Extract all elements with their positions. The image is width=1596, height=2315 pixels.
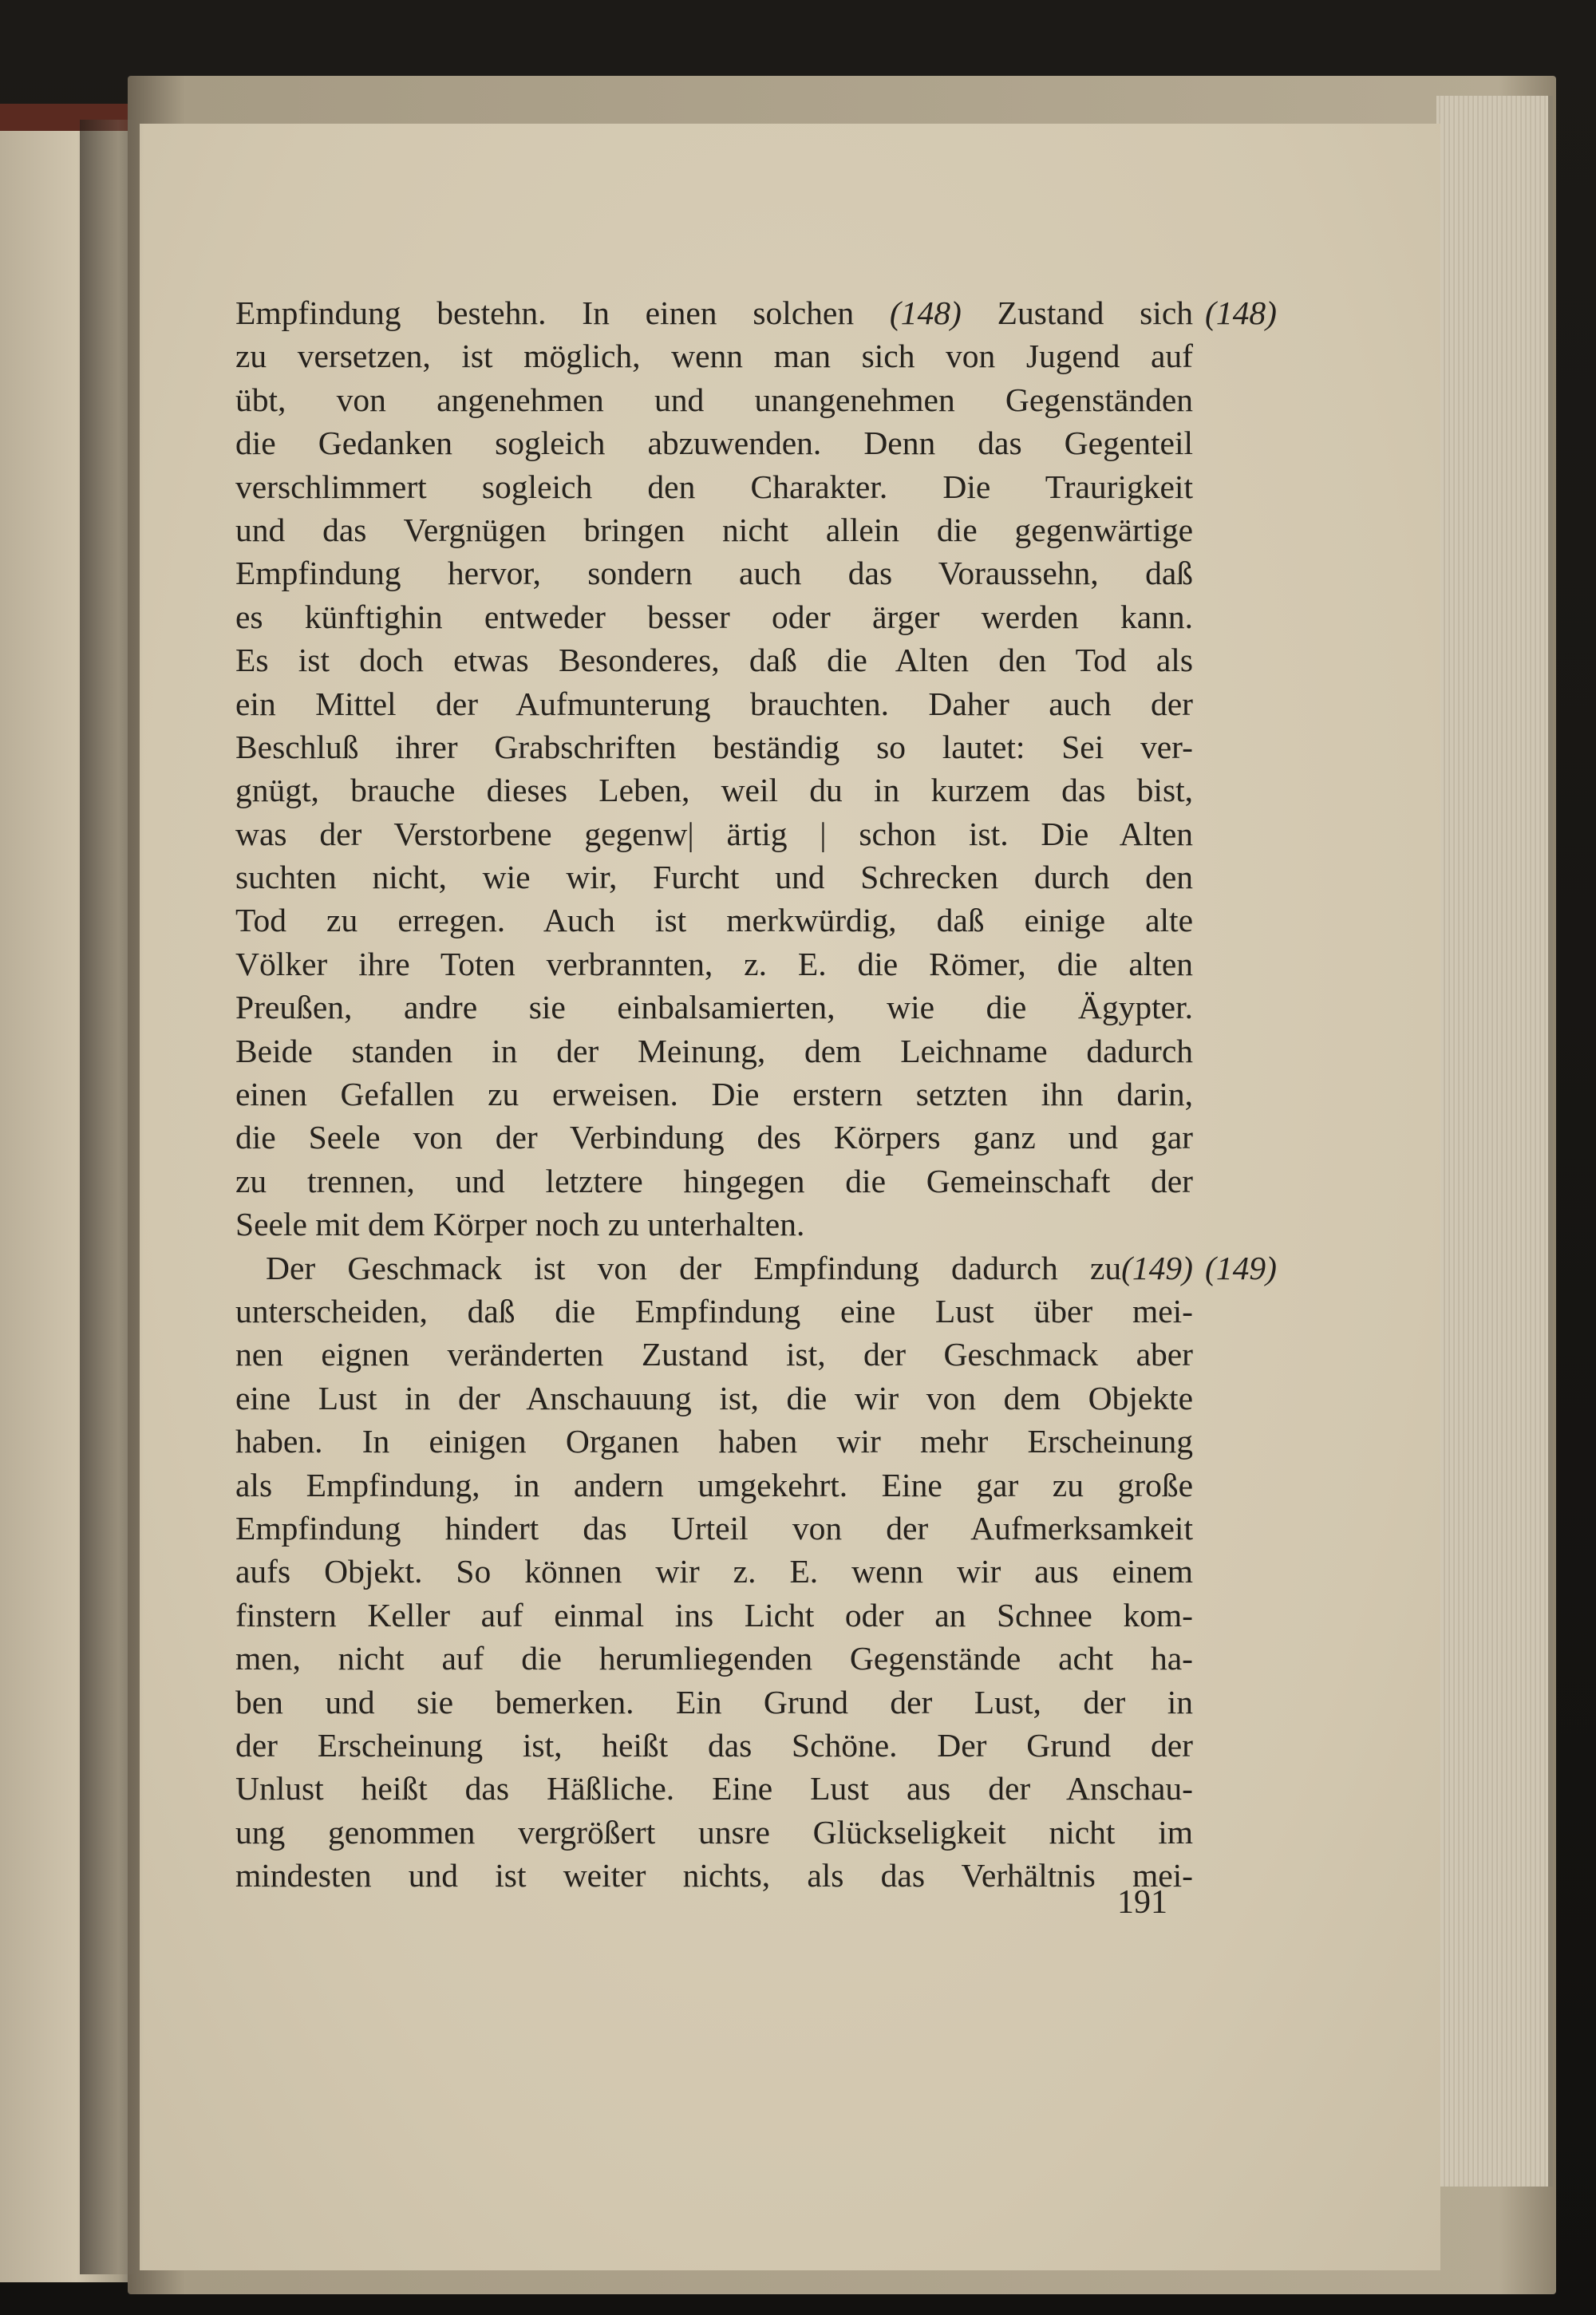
text-line: übt, von angenehmen und unangenehmen Gegenständen: [235, 381, 1193, 418]
text-line: Empfindung hindert das Urteil von der Aufmerksamkeit: [235, 1509, 1193, 1547]
text-line: die Gedanken sogleich abzuwenden. Denn das Gegenteil: [235, 425, 1193, 462]
text-line: haben. In einigen Organen haben wir mehr Erscheinung: [235, 1423, 1193, 1460]
text-line: und das Vergnügen bringen nicht allein die gegenwärtige: [235, 511, 1193, 548]
text-line: Empfindung bestehn. In einen solchen (148) Zustand sich: [235, 294, 1193, 331]
text-line: die Seele von der Verbindung des Körpers ganz und gar: [235, 1119, 1193, 1156]
text-line: Beide standen in der Meinung, dem Leichname dadurch: [235, 1032, 1193, 1069]
text-line: als Empfindung, in andern umgekehrt. Eine gar zu große: [235, 1466, 1193, 1503]
margin-page-marker: (149): [1205, 1249, 1277, 1286]
text-line: Tod zu erregen. Auch ist merkwürdig, daß einige alte: [235, 902, 1193, 939]
text-line: nen eignen veränderten Zustand ist, der Geschmack aber: [235, 1336, 1193, 1373]
text-line: Der Geschmack ist von der Empfindung dadurch zu(149): [266, 1249, 1193, 1286]
paragraph-1: [235, 291, 1193, 1246]
text-line: Unlust heißt das Häßliche. Eine Lust aus der Anschau-: [235, 1770, 1193, 1807]
text-line: unterscheiden, daß die Empfindung eine Lust über mei-: [235, 1292, 1193, 1329]
text-line: ung genommen vergrößert unsre Glückseligkeit nicht im: [235, 1813, 1193, 1851]
text-line: Völker ihre Toten verbrannten, z. E. die Römer, die alten: [235, 945, 1193, 982]
text-line: Es ist doch etwas Besonderes, daß die Alten den Tod als: [235, 642, 1193, 679]
inline-page-marker: (149): [1121, 1249, 1193, 1286]
body-text: [235, 291, 1193, 1897]
page-edges: [1436, 96, 1553, 2187]
inline-page-marker: (148): [889, 294, 962, 331]
text-line: suchten nicht, wie wir, Furcht und Schrecken durch den: [235, 859, 1193, 896]
margin-page-marker: (148): [1205, 294, 1277, 331]
text-line: finstern Keller auf einmal ins Licht oder an Schnee kom-: [235, 1596, 1193, 1634]
text-line: Beschluß ihrer Grabschriften beständig so lautet: Sei ver-: [235, 728, 1193, 765]
text-line: eine Lust in der Anschauung ist, die wir von dem Objekte: [235, 1379, 1193, 1416]
text-line: gnügt, brauche dieses Leben, weil du in kurzem das bist,: [235, 772, 1193, 809]
text-line: mindesten und ist weiter nichts, als das Verhältnis mei-: [235, 1857, 1193, 1894]
text-line: Preußen, andre sie einbalsamierten, wie die Ägypter.: [235, 989, 1193, 1026]
text-line: aufs Objekt. So können wir z. E. wenn wir aus einem: [235, 1553, 1193, 1590]
paragraph-2: [235, 1246, 1193, 1898]
text-line: men, nicht auf die herumliegenden Gegenstände acht ha-: [235, 1640, 1193, 1677]
book-page: [140, 124, 1440, 2270]
text-line: einen Gefallen zu erweisen. Die erstern setzten ihn darin,: [235, 1076, 1193, 1113]
text-line: ein Mittel der Aufmunterung brauchten. Daher auch der: [235, 685, 1193, 722]
text-line: Empfindung hervor, sondern auch das Voraussehn, daß: [235, 555, 1193, 592]
text-line: verschlimmert sogleich den Charakter. Die Traurigkeit: [235, 468, 1193, 505]
text-line: zu trennen, und letztere hingegen die Gemeinschaft der: [235, 1162, 1193, 1199]
text-line: Seele mit dem Körper noch zu unterhalten.: [235, 1206, 805, 1243]
text-line: ben und sie bemerken. Ein Grund der Lust, der in: [235, 1683, 1193, 1720]
page-number: 191: [1117, 1884, 1167, 1921]
book-gutter-shadow: [80, 120, 144, 2274]
text-line: es künftighin entweder besser oder ärger werden kann.: [235, 598, 1193, 635]
text-line: zu versetzen, ist möglich, wenn man sich von Jugend auf: [235, 338, 1193, 375]
text-line: der Erscheinung ist, heißt das Schöne. Der Grund der: [235, 1726, 1193, 1764]
text-line: was der Verstorbene gegenw| ärtig | schon ist. Die Alten: [235, 815, 1193, 852]
